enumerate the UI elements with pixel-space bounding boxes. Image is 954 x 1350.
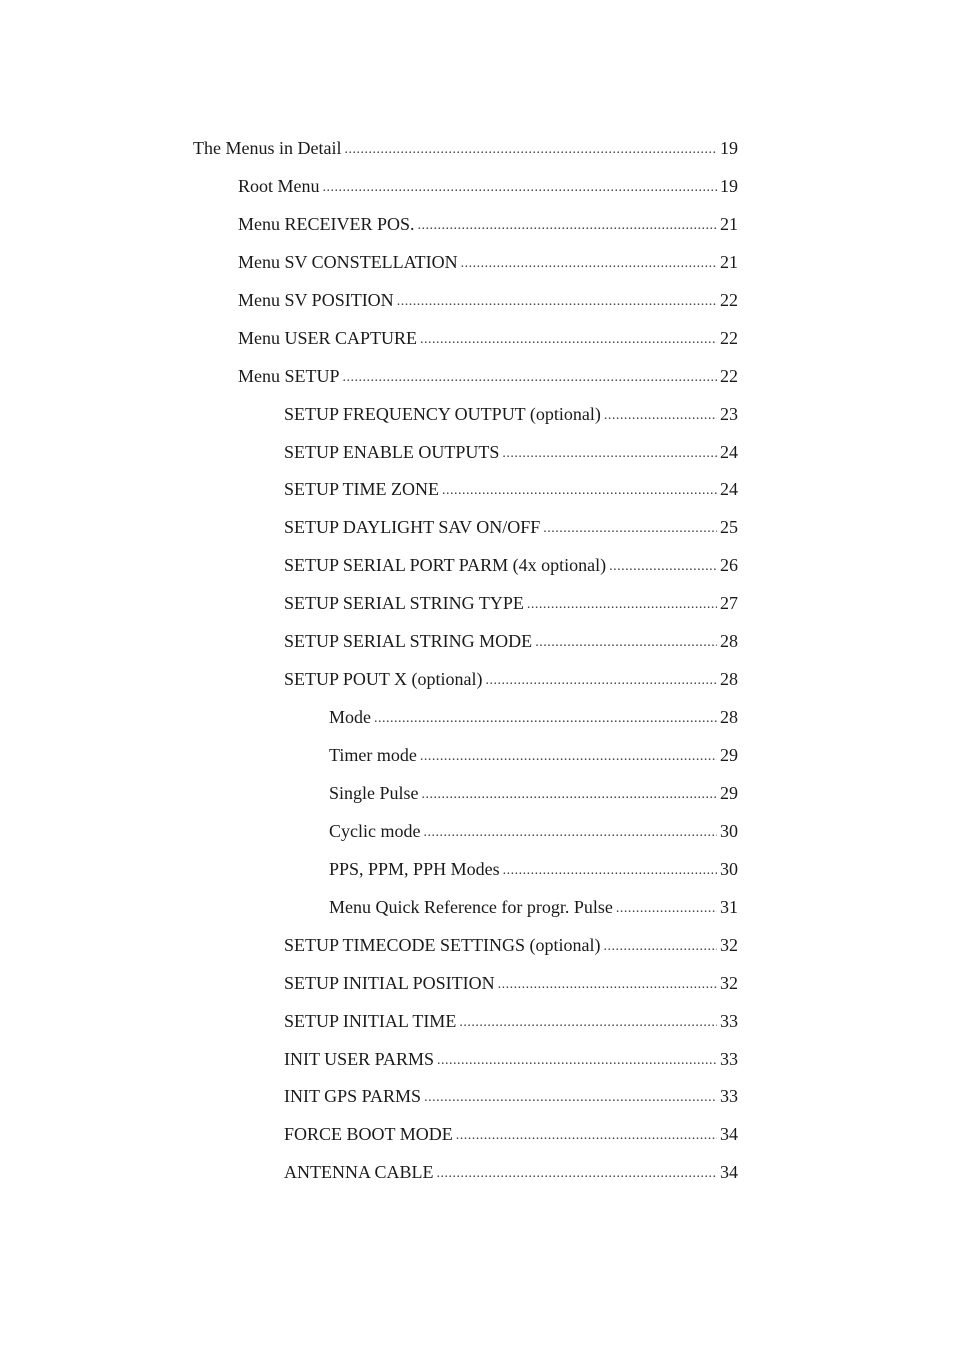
toc-dot-leader: [420, 738, 717, 776]
toc-entry[interactable]: [329, 775, 738, 813]
toc-entry-title: Menu SV CONSTELLATION: [238, 251, 458, 272]
toc-entry[interactable]: [284, 396, 738, 434]
toc-entry[interactable]: [238, 358, 738, 396]
toc-entry[interactable]: [329, 851, 738, 889]
toc-dot-leader: [503, 852, 717, 890]
toc-entry-title: Mode: [329, 707, 371, 728]
toc-dot-leader: [323, 169, 717, 207]
toc-entry-page-number: 31: [720, 896, 738, 917]
toc-dot-leader: [343, 359, 717, 397]
toc-dot-leader: [397, 283, 717, 321]
toc-entry-title: FORCE BOOT MODE: [284, 1124, 453, 1145]
toc-dot-leader: [456, 1117, 717, 1155]
toc-entry-title: Cyclic mode: [329, 820, 421, 841]
toc-entry-title: SETUP SERIAL STRING TYPE: [284, 593, 524, 614]
toc-dot-leader: [459, 1004, 717, 1042]
toc-entry-title: SETUP INITIAL TIME: [284, 1010, 457, 1031]
toc-entry-title: Menu SETUP: [238, 365, 340, 386]
toc-dot-leader: [344, 131, 717, 169]
toc-entry-title: PPS, PPM, PPH Modes: [329, 858, 500, 879]
toc-entry-title: SETUP ENABLE OUTPUTS: [284, 441, 500, 462]
toc-entry[interactable]: [238, 206, 738, 244]
toc-dot-leader: [543, 510, 717, 548]
toc-entry[interactable]: [284, 547, 738, 585]
toc-entry-page-number: 33: [720, 1048, 738, 1069]
toc-entry-page-number: 26: [720, 555, 738, 576]
toc-entry-page-number: 22: [720, 289, 738, 310]
toc-entry-title: SETUP POUT X (optional): [284, 669, 483, 690]
toc-entry-page-number: 19: [720, 175, 738, 196]
toc-entry-title: Menu SV POSITION: [238, 289, 394, 310]
toc-entry-page-number: 34: [720, 1162, 738, 1183]
toc-entry-title: SETUP TIMECODE SETTINGS (optional): [284, 934, 601, 955]
toc-entry-page-number: 22: [720, 365, 738, 386]
toc-entry[interactable]: [193, 130, 738, 168]
toc-entry[interactable]: [238, 168, 738, 206]
toc-entry[interactable]: [284, 1078, 738, 1116]
toc-entry-title: Timer mode: [329, 745, 417, 765]
toc-entry-title: Menu RECEIVER POS.: [238, 213, 415, 234]
toc-entry[interactable]: [284, 1041, 738, 1079]
toc-entry-page-number: 29: [720, 745, 738, 765]
toc-entry-title: INIT USER PARMS: [284, 1048, 435, 1069]
toc-entry[interactable]: [329, 813, 738, 851]
toc-dot-leader: [424, 1079, 717, 1117]
toc-entry[interactable]: [284, 927, 738, 965]
toc-entry[interactable]: [284, 1154, 738, 1192]
toc-entry-title: SETUP SERIAL PORT PARM (4x optional): [284, 555, 607, 576]
toc-entry-page-number: 28: [720, 669, 738, 690]
toc-entry[interactable]: [284, 509, 738, 547]
toc-dot-leader: [527, 586, 717, 624]
toc-entry-page-number: 21: [720, 213, 738, 234]
toc-entry-title: SETUP FREQUENCY OUTPUT (optional): [284, 403, 601, 424]
toc-entry[interactable]: [284, 1003, 738, 1041]
toc-dot-leader: [498, 966, 717, 1004]
toc-dot-leader: [420, 321, 717, 359]
toc-entry-page-number: 30: [720, 820, 738, 841]
toc-dot-leader: [442, 472, 717, 510]
toc-entry-title: Root Menu: [238, 175, 320, 196]
toc-entry[interactable]: [329, 699, 738, 737]
toc-dot-leader: [616, 890, 717, 928]
toc-entry-title: Menu USER CAPTURE: [238, 327, 418, 348]
toc-entry-page-number: 27: [720, 593, 738, 614]
toc-entry-title: SETUP DAYLIGHT SAV ON/OFF: [284, 517, 541, 538]
toc-dot-leader: [604, 397, 717, 435]
toc-entry-title: The Menus in Detail: [193, 138, 342, 158]
toc-dot-leader: [535, 624, 717, 662]
toc-entry-page-number: 32: [720, 972, 738, 993]
toc-entry[interactable]: [329, 889, 738, 927]
toc-entry[interactable]: [238, 244, 738, 282]
toc-entry-title: SETUP TIME ZONE: [284, 479, 439, 500]
toc-entry[interactable]: [284, 623, 738, 661]
toc-entry-page-number: 22: [720, 327, 738, 348]
table-of-contents: [0, 130, 954, 1192]
toc-dot-leader: [437, 1155, 718, 1193]
toc-entry-page-number: 33: [720, 1086, 738, 1107]
toc-entry-page-number: 23: [720, 403, 738, 424]
toc-entry[interactable]: [284, 434, 738, 472]
toc-entry[interactable]: [329, 737, 738, 775]
toc-dot-leader: [374, 700, 717, 738]
toc-dot-leader: [604, 928, 718, 966]
toc-entry-title: INIT GPS PARMS: [284, 1086, 422, 1107]
toc-entry-page-number: 28: [720, 707, 738, 728]
toc-dot-leader: [437, 1042, 717, 1080]
toc-entry-page-number: 25: [720, 517, 738, 538]
toc-dot-leader: [461, 245, 717, 283]
toc-entry[interactable]: [284, 965, 738, 1003]
toc-dot-leader: [486, 662, 717, 700]
toc-entry-page-number: 33: [720, 1010, 738, 1031]
toc-entry-title: SETUP SERIAL STRING MODE: [284, 631, 533, 652]
toc-entry-page-number: 30: [720, 858, 738, 879]
toc-entry[interactable]: [238, 320, 738, 358]
toc-entry[interactable]: [238, 282, 738, 320]
toc-entry-title: Menu Quick Reference for progr. Pulse: [329, 896, 613, 917]
toc-entry-page-number: 24: [720, 441, 738, 462]
toc-entry[interactable]: [284, 1116, 738, 1154]
toc-dot-leader: [502, 435, 717, 473]
toc-entry-title: ANTENNA CABLE: [284, 1162, 434, 1183]
toc-entry-page-number: 28: [720, 631, 738, 652]
toc-entry-page-number: 19: [720, 138, 738, 158]
toc-entry-page-number: 29: [720, 782, 738, 803]
toc-entry-title: SETUP INITIAL POSITION: [284, 972, 495, 993]
toc-dot-leader: [423, 814, 717, 852]
toc-entry[interactable]: [284, 661, 738, 699]
toc-entry-title: Single Pulse: [329, 782, 419, 803]
toc-dot-leader: [418, 207, 717, 245]
toc-entry[interactable]: [284, 471, 738, 509]
toc-entry[interactable]: [284, 585, 738, 623]
toc-entry-page-number: 24: [720, 479, 738, 500]
toc-entry-page-number: 21: [720, 251, 738, 272]
toc-entry-page-number: 32: [720, 934, 738, 955]
toc-dot-leader: [609, 548, 717, 586]
toc-dot-leader: [422, 776, 717, 814]
toc-entry-page-number: 34: [720, 1124, 738, 1145]
